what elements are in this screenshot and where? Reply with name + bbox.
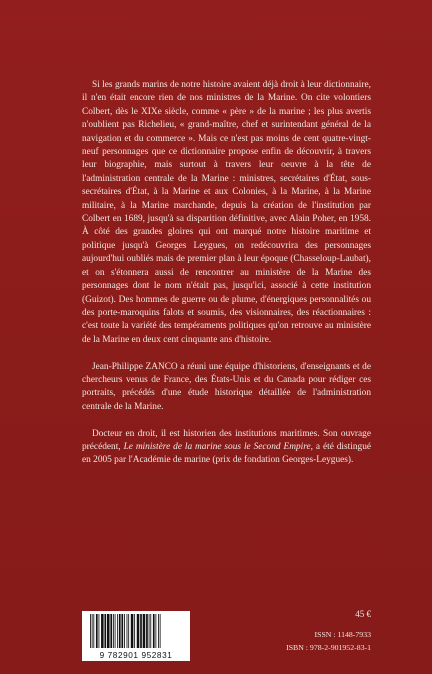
barcode-bar [153,614,155,648]
barcode-bar [150,614,151,648]
barcode-bar [137,614,140,648]
barcode-bar [131,614,134,648]
barcode-bar [158,614,159,648]
barcode-bar [128,614,129,648]
back-cover-text [82,79,371,468]
barcode [82,611,190,661]
barcode-bar [121,614,123,648]
barcode-bar [127,614,128,648]
barcode-bars [88,614,184,650]
author-bio-paragraph [82,428,371,468]
barcode-bar [149,614,150,648]
barcode-bar [155,614,156,648]
issn: ISSN : 1148-7933 [314,630,371,639]
author-bio-text-1: Docteur en droit, il est historien des institutions maritimes. Son ouvrage précédent, [82,428,371,452]
barcode-number: 9 782901 952831 [99,651,173,660]
barcode-bar [99,614,100,648]
barcode-bar [117,614,118,648]
barcode-bar [101,614,104,648]
barcode-bar [107,614,110,648]
price: 45 € [355,609,371,619]
barcode-bar [110,614,112,648]
barcode-bar [146,614,148,648]
barcode-bar [104,614,106,648]
barcode-bar [92,614,93,648]
barcode-bar [124,614,125,648]
barcode-bar [96,614,98,648]
barcode-bar [160,614,161,648]
previous-book-title: Le ministère de la marine sous le Second Empire [123,441,311,452]
editor-paragraph: Jean-Philippe ZANCO a réuni une équipe d'historiens, d'enseignants et de chercheurs venus de France, des États-Unis et du Canada pour rédiger ces portraits, précédés d'une étude historique détaillée de l'administration centrale de la Marine. [82,361,371,412]
barcode-bar [115,614,116,648]
isbn: ISBN : 978-2-901952-83-1 [286,643,371,652]
barcode-bar [134,614,135,648]
author-bio-text-2: , a été distingué en 2005 par l'Académie de marine (prix de fondation Georges-Leygues). [82,441,372,466]
summary-paragraph: Si les grands marins de notre histoire avaient déjà droit à leur dictionnaire, il n'en était encore rien de nos ministres de la Marine. On cite volontiers Colbert, dès le XIXe siècle, comme « père » de la marine ; les plus avertis n'oublient pas Richelieu, « grand-maître, chef et surintendant général de la navigation et du commerce ». Mais ce n'est pas moins de cent quatre-vingt-neuf personnages que ce dictionnaire propose enfin de découvrir, à travers leur biographie, mais surtout à travers leur oeuvre à la tête de l'administration centrale de la Marine : ministres, secrétaires d'État, sous-secrétaires d'État, à la Marine et aux Colonies, à la Marine, à la Marine militaire, à la Marine marchande, depuis la création de l'institution par Colbert en 1689, jusqu'à sa disparition définitive, avec Alain Poher, en 1958. À côté des grandes gloires qui ont marqué notre histoire maritime et politique jusqu'à Georges Leygues, on redécouvrira des personnages aujourd'hui oubliés mais de premier plan à leur époque (Chasseloup-Laubat), et on s'étonnera aussi de rencontrer au ministère de la Marine des personnages dont le nom n'était pas, jusqu'ici, associé à cette institution (Guizot). Des hommes de guerre ou de plume, d'énergiques personnalités ou des porte-maroquins falots et soumis, des visionnaires, des réactionnaires : c'est toute la variété des tempéraments politiques qu'on retrouve au ministère de la Marine en deux cent cinquante ans d'histoire. [82,80,371,345]
barcode-bar [113,614,114,648]
publication-info [82,611,371,661]
barcode-bar [140,614,142,648]
barcode-bar [93,614,94,648]
barcode-bar [90,614,91,648]
barcode-bar [119,614,121,648]
barcode-bar [143,614,146,648]
